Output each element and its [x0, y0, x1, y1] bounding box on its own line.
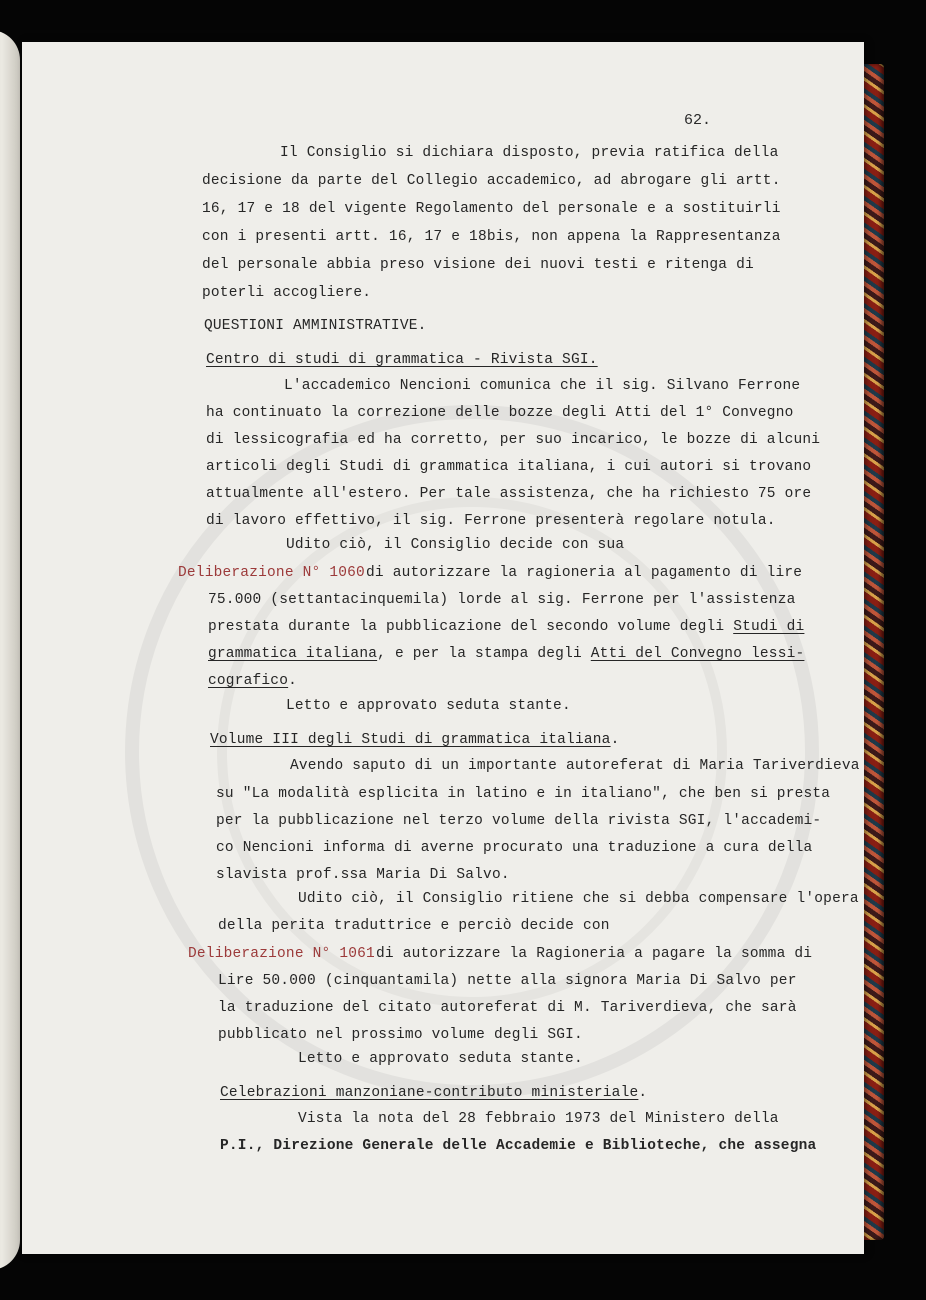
- para1-line: Il Consiglio si dichiara disposto, previa ratifica della: [280, 145, 779, 161]
- sec1-line: attualmente all'estero. Per tale assistenza, che ha richiesto 75 ore: [206, 486, 812, 502]
- approved-note: Letto e approvato seduta stante.: [298, 1051, 583, 1067]
- deliberation-1061-margin: Deliberazione N° 1061: [188, 946, 375, 962]
- delib2-line: Lire 50.000 (cinquantamila) nette alla signora Maria Di Salvo per: [218, 973, 797, 989]
- approved-note: Letto e approvato seduta stante.: [286, 698, 571, 714]
- sec1-title: Centro di studi di grammatica - Rivista SGI.: [206, 352, 598, 368]
- delib1-line: di autorizzare la ragioneria al pagamento di lire: [366, 565, 803, 581]
- delib2-line: di autorizzare la Ragioneria a pagare la somma di: [376, 946, 813, 962]
- sec2-udito: della perita traduttrice e perciò decide con: [218, 918, 610, 934]
- sec1-line: di lavoro effettivo, il sig. Ferrone presenterà regolare notula.: [206, 513, 776, 529]
- sec3-title: Celebrazioni manzoniane-contributo ministeriale.: [220, 1085, 648, 1101]
- para1-line: 16, 17 e 18 del vigente Regolamento del personale e a sostituirli: [202, 201, 781, 217]
- facing-page-edge: [0, 30, 20, 1270]
- delib1-line: cografico.: [208, 673, 298, 689]
- sec2-line: co Nencioni informa di averne procurato una traduzione a cura della: [216, 840, 813, 856]
- sec3-line: Vista la nota del 28 febbraio 1973 del Ministero della: [298, 1111, 779, 1127]
- delib2-line: pubblicato nel prossimo volume degli SGI.: [218, 1027, 583, 1043]
- delib1-line: 75.000 (settantacinquemila) lorde al sig. Ferrone per l'assistenza: [208, 592, 796, 608]
- sec1-udito: Udito ciò, il Consiglio decide con sua: [286, 537, 625, 553]
- sec2-line: slavista prof.ssa Maria Di Salvo.: [216, 867, 510, 883]
- sec2-title: Volume III degli Studi di grammatica italiana.: [210, 732, 620, 748]
- para1-line: con i presenti artt. 16, 17 e 18bis, non appena la Rappresentanza: [202, 229, 781, 245]
- para1-line: decisione da parte del Collegio accademico, ad abrogare gli artt.: [202, 173, 781, 189]
- delib1-line: prestata durante la pubblicazione del secondo volume degli Studi di: [208, 619, 805, 635]
- para1-line: poterli accogliere.: [202, 285, 372, 301]
- sec2-line: su "La modalità esplicita in latino e in italiano", che ben si presta: [216, 786, 831, 802]
- deliberation-1060-margin: Deliberazione N° 1060: [178, 565, 365, 581]
- sec1-line: di lessicografia ed ha corretto, per suo incarico, le bozze di alcuni: [206, 432, 821, 448]
- sec3-line: P.I., Direzione Generale delle Accademie e Biblioteche, che assegna: [220, 1138, 817, 1154]
- page-number: 62.: [684, 112, 712, 129]
- sec1-line: articoli degli Studi di grammatica italiana, i cui autori si trovano: [206, 459, 812, 475]
- sec2-line: per la pubblicazione nel terzo volume della rivista SGI, l'accademi-: [216, 813, 822, 829]
- delib2-line: la traduzione del citato autoreferat di M. Tariverdieva, che sarà: [218, 1000, 797, 1016]
- sec1-line: ha continuato la correzione delle bozze degli Atti del 1° Convegno: [206, 405, 794, 421]
- section-heading: QUESTIONI AMMINISTRATIVE.: [204, 318, 427, 334]
- sec2-line: Avendo saputo di un importante autoreferat di Maria Tariverdieva: [290, 758, 860, 774]
- document-page: [22, 42, 864, 1254]
- para1-line: del personale abbia preso visione dei nuovi testi e ritenga di: [202, 257, 754, 273]
- sec1-line: L'accademico Nencioni comunica che il sig. Silvano Ferrone: [284, 378, 801, 394]
- delib1-line: grammatica italiana, e per la stampa degli Atti del Convegno lessi-: [208, 646, 805, 662]
- sec2-udito: Udito ciò, il Consiglio ritiene che si debba compensare l'opera: [298, 891, 859, 907]
